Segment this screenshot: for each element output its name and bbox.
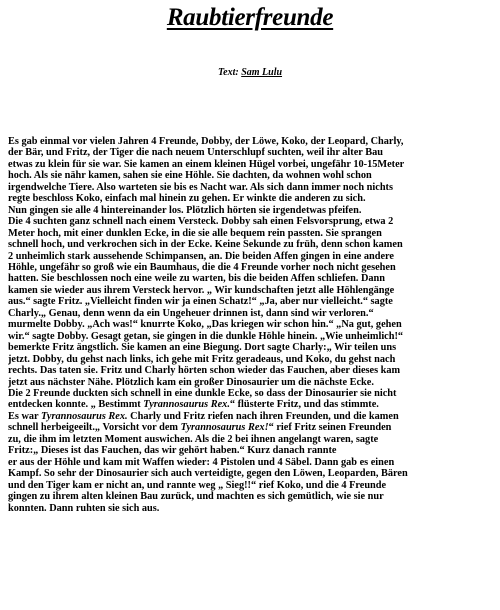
byline-prefix: Text: xyxy=(217,67,239,78)
story-line xyxy=(8,342,494,353)
story-line xyxy=(8,399,494,410)
story-segment: 2 unheimlich stark aussehende Schimpansen, an. Die beiden Affen gingen in eine andere xyxy=(8,250,394,262)
story-line xyxy=(8,159,494,170)
story-line xyxy=(8,445,494,456)
story-line xyxy=(8,434,494,445)
story-segment: Charly.„ Genau, denn wenn da ein Ungeheuer drinnen ist, dann sind wir verloren.“ xyxy=(8,307,374,319)
story-line xyxy=(8,228,494,239)
story-italic-segment: Tyrannosaurus Rex. xyxy=(143,399,230,411)
story-segment: hoch. Als sie nähr kamen, sahen sie eine Höhle. Sie dachten, da wohnen wohl schon xyxy=(8,170,372,182)
document-title: Raubtierfreunde xyxy=(166,4,334,31)
story-segment: entdecken konnte. „ Bestimmt xyxy=(8,399,144,411)
story-line xyxy=(8,136,494,147)
story-line xyxy=(8,354,494,365)
story-segment: kamen sie wieder aus ihrem Versteck hervor. „ Wir kundschaften jetzt alle Höhlengänge xyxy=(8,284,395,296)
story-line xyxy=(8,193,494,204)
story-segment: Fritz:„ Dieses ist das Fauchen, das wir gehört haben.“ Kurz danach rannte xyxy=(8,445,337,457)
story-line xyxy=(8,377,494,388)
story-segment: hatten. Sie beschlossen noch eine weile zu warten, bis die beiden Affen schliefen. Dann xyxy=(8,273,385,285)
story-segment: rechts. Das taten sie. Fritz und Charly hörten schon wieder das Fauchen, aber dieses kam xyxy=(8,365,401,377)
story-line xyxy=(8,296,494,307)
byline xyxy=(0,67,500,78)
story-segment: jetzt. Dobby, du gehst nach links, ich gehe mit Fritz geradeaus, und Koko, du gehst nach xyxy=(8,353,396,365)
story-line xyxy=(8,147,494,158)
story-segment: konnten. Dann ruhten sie sich aus. xyxy=(8,502,160,514)
story-line xyxy=(8,457,494,468)
story-line xyxy=(8,262,494,273)
story-segment: Nun gingen sie alle 4 hintereinander los. Plötzlich hörten sie irgendetwas pfeifen. xyxy=(8,204,362,216)
story-line xyxy=(8,319,494,330)
story-line xyxy=(8,388,494,399)
story-segment: jetzt aus nächster Nähe. Plötzlich kam ein großer Dinosaurier um die nächste Ecke. xyxy=(8,376,374,388)
story-segment: zu, die ihm im letzten Moment auswichen. Als die 2 bei ihnen angelangt waren, sagte xyxy=(8,433,379,445)
story-line xyxy=(8,308,494,319)
story-line xyxy=(8,411,494,422)
story-line xyxy=(8,182,494,193)
story-line xyxy=(8,239,494,250)
story-line xyxy=(8,365,494,376)
story-segment: etwas zu klein für sie war. Sie kamen an einem kleinen Hügel vorbei, ungefähr 10-15Meter xyxy=(8,158,405,170)
story-segment: “ rief Fritz seinen Freunden xyxy=(268,422,392,434)
story-line xyxy=(8,468,494,479)
story-segment: Die 4 suchten ganz schnell nach einem Versteck. Dobby sah einen Felsvorsprung, etwa 2 xyxy=(8,216,394,228)
story-segment: murmelte Dobby. „Ach was!“ knurrte Koko, „Das kriegen wir schon hin.“ „Na gut, gehen xyxy=(8,319,402,331)
story-segment: Es gab einmal vor vielen Jahren 4 Freunde, Dobby, der Löwe, Koko, der Leopard, Charly, xyxy=(8,136,404,147)
story-segment: Charly und Fritz riefen nach ihren Freunden, und die kamen xyxy=(127,410,399,422)
story-segment: bemerkte Fritz ängstlich. Sie kamen an eine Biegung. Dort sagte Charly:„ Wir teilen uns xyxy=(8,342,397,354)
story-segment: “ flüsterte Fritz, und das stimmte. xyxy=(229,399,379,411)
story-line xyxy=(8,503,494,514)
story-segment: er aus der Höhle und kam mit Waffen wieder: 4 Pistolen und 4 Säbel. Dann gab es einen xyxy=(8,456,395,468)
story-segment: Höhle, ungefähr so groß wie ein Baumhaus, die die 4 Freunde vorher noch nicht gesehen xyxy=(8,261,396,273)
story-line xyxy=(8,170,494,181)
story-line xyxy=(8,491,494,502)
story-line xyxy=(8,216,494,227)
story-line xyxy=(8,251,494,262)
story-italic-segment: Tyrannosaurus Rex! xyxy=(180,422,269,434)
story-line xyxy=(8,331,494,342)
story-segment: und den Tiger kam er nicht an, und rannte weg „ Sieg!!“ rief Koko, und die 4 Freunde xyxy=(8,479,387,491)
story-segment: aus.“ sagte Fritz. „Vielleicht finden wir ja einen Schatz!“ „Ja, aber nur vielleicht.“ sagte xyxy=(8,296,393,308)
story-segment: der Bär, und Fritz, der Tiger die nach neuem Unterschlupf suchten, weil ihr alter Bau xyxy=(8,147,383,159)
story-segment: irgendwelche Tiere. Also warteten sie bis es Nacht war. Als sich dann immer noch nichts xyxy=(8,181,393,193)
story-italic-segment: Tyrannosaurus Rex. xyxy=(41,410,128,422)
author-name: Sam Lulu xyxy=(241,67,283,78)
story-segment: schnell hoch, und verkrochen sich in der Ecke. Keine Sekunde zu früh, denn schon kamen xyxy=(8,239,403,251)
story-line xyxy=(8,480,494,491)
story-segment: Meter hoch, mit einer dunklen Ecke, in die sie alle bequem rein passten. Sie sprangen xyxy=(8,227,382,239)
story-text xyxy=(8,136,494,514)
story-segment: Kampf. So sehr der Dinosaurier sich auch verteidigte, gegen den Löwen, Leoparden, Bären xyxy=(8,468,408,480)
story-line xyxy=(8,205,494,216)
story-segment: wir.“ sagte Dobby. Gesagt getan, sie gingen in die dunkle Höhle hinein. „Wie unheimlich!“ xyxy=(8,330,404,342)
story-segment: gingen zu ihrem alten kleinen Bau zurück, und machten es sich gemütlich, wie sie nur xyxy=(8,491,384,503)
story-segment: Es war xyxy=(8,410,41,422)
story-segment: Die 2 Freunde duckten sich schnell in eine dunkle Ecke, so dass der Dinosaurier sie nicht xyxy=(8,387,397,399)
story-line xyxy=(8,422,494,433)
story-segment: schnell herbeigeeilt.„ Vorsicht vor dem xyxy=(8,422,181,434)
story-line xyxy=(8,273,494,284)
story-line xyxy=(8,285,494,296)
story-segment: regte beschloss Koko, einfach mal hinein zu gehen. Er winkte die anderen zu sich. xyxy=(8,193,366,205)
